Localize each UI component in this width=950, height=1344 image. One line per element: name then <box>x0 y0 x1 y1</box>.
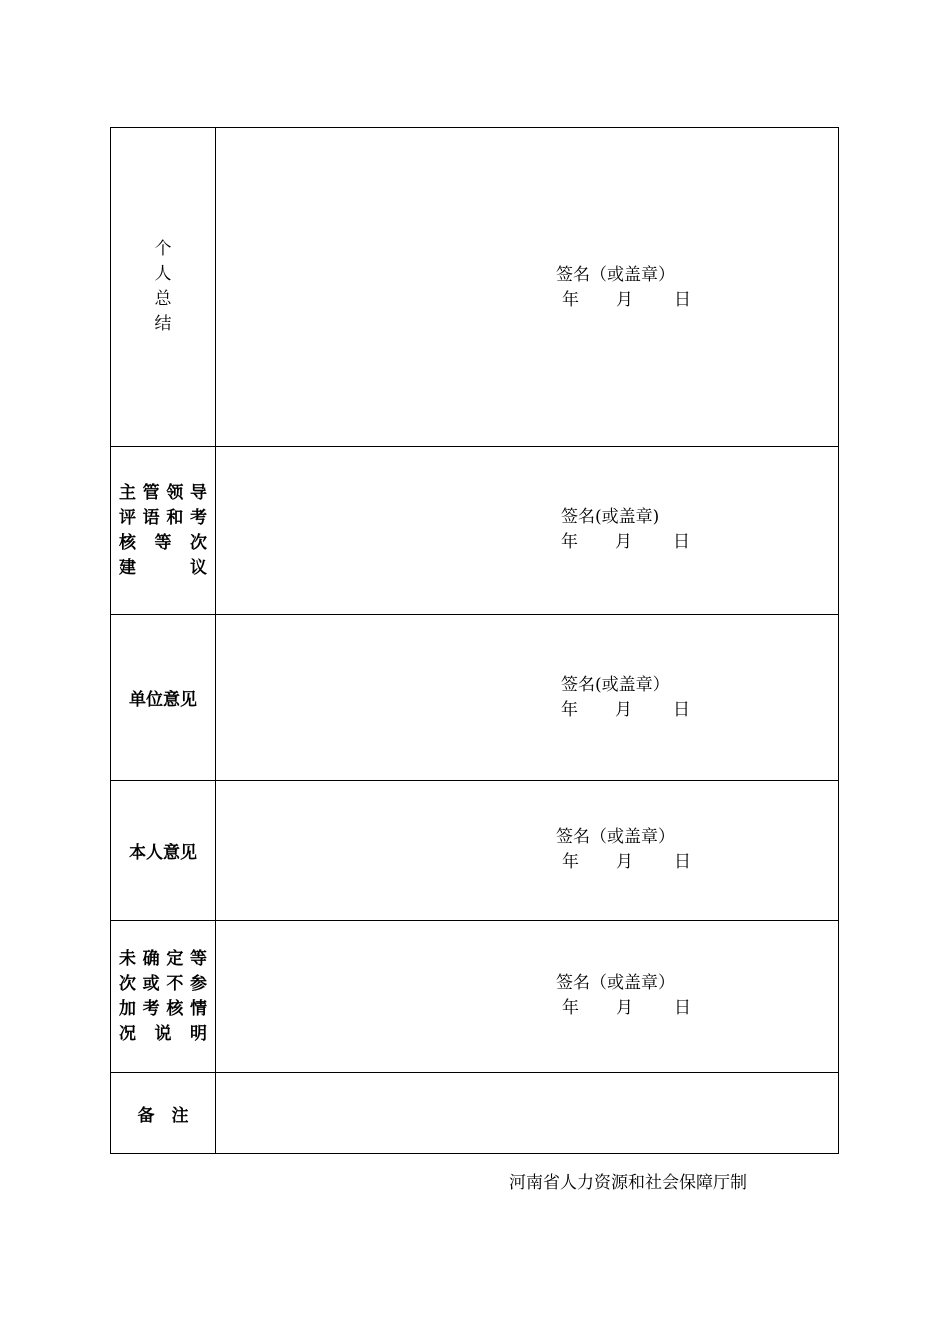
signature-label: 签名（或盖章） <box>556 265 675 285</box>
personal-summary-content[interactable] <box>216 128 838 446</box>
unit-opinion-label: 单位意见 <box>111 615 216 780</box>
undetermined-grade-content[interactable] <box>216 921 838 1072</box>
signature-block <box>556 263 691 313</box>
self-opinion-content[interactable] <box>216 781 838 920</box>
signature-block <box>561 673 690 723</box>
date-line: 年 月 日 <box>562 852 691 872</box>
signature-label: 签名（或盖章） <box>556 827 675 847</box>
signature-label: 签名（或盖章） <box>556 973 675 993</box>
unit-opinion-content[interactable] <box>216 615 838 780</box>
supervisor-comment-content[interactable] <box>216 447 838 614</box>
issuer-footer: 河南省人力资源和社会保障厅制 <box>509 1173 747 1193</box>
date-line: 年 月 日 <box>561 532 690 552</box>
signature-block <box>556 825 691 875</box>
supervisor-comment-label: 主 管 领 导 评 语 和 考 核 等 次 建 议 <box>111 447 216 614</box>
signature-block <box>556 971 691 1021</box>
date-line: 年 月 日 <box>561 700 690 720</box>
signature-label: 签名(或盖章） <box>561 675 670 695</box>
signature-block <box>561 505 690 555</box>
undetermined-grade-row <box>111 921 838 1073</box>
remarks-content[interactable] <box>216 1073 838 1153</box>
unit-opinion-row <box>111 615 838 781</box>
signature-label: 签名(或盖章) <box>561 507 660 527</box>
date-line: 年 月 日 <box>562 998 691 1018</box>
personal-summary-row <box>111 128 838 447</box>
personal-summary-label: 个 人 总 结 <box>111 128 216 446</box>
appraisal-form-table <box>110 127 839 1154</box>
remarks-row <box>111 1073 838 1153</box>
self-opinion-row <box>111 781 838 921</box>
self-opinion-label: 本人意见 <box>111 781 216 920</box>
date-line: 年 月 日 <box>562 290 691 310</box>
remarks-label: 备 注 <box>111 1073 216 1153</box>
undetermined-grade-label: 未 确 定 等 次 或 不 参 加 考 核 情 况 说 明 <box>111 921 216 1072</box>
supervisor-comment-row <box>111 447 838 615</box>
